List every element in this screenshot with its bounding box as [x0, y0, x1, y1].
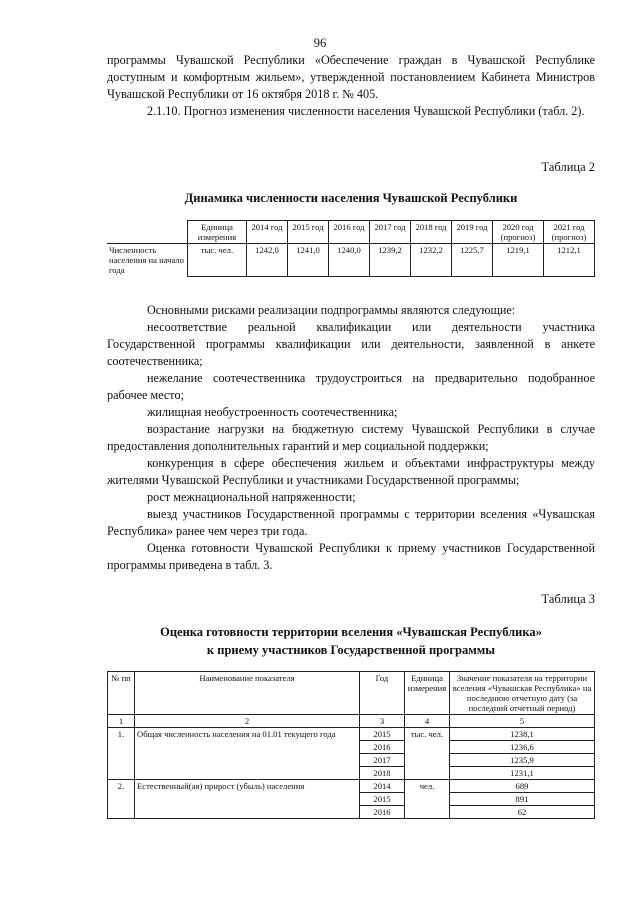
risk-item: выезд участников Государственной программы с территории вселения «Чувашская Республика» ранее чем через три года. — [107, 507, 595, 538]
intro-paragraph-1: программы Чувашской Республики «Обеспечение граждан в Чувашской Республике доступным и комфортным жильем», утвержденной постановлением Кабинета Министров Чувашской Республики от 16 октября 2018 г. № 405. — [107, 53, 595, 101]
population-dynamics-table — [107, 220, 595, 277]
intro-paragraph-2: 2.1.10. Прогноз изменения численности населения Чувашской Республики (табл. 2). — [147, 104, 585, 118]
row-year: 2015 — [360, 728, 405, 741]
table3-caption-line1: Оценка готовности территории вселения «Чувашская Республика» — [160, 625, 542, 639]
table2-header-row — [107, 221, 595, 244]
row-value: 1231,1 — [450, 767, 595, 780]
row-unit: чел. — [405, 780, 450, 819]
table2-label: Таблица 2 — [541, 160, 595, 174]
row-value: 1235,9 — [450, 754, 595, 767]
table3-header-year: Год — [360, 672, 405, 715]
row-value: 891 — [450, 793, 595, 806]
row-value: 1236,6 — [450, 741, 595, 754]
table2-header-blank — [107, 221, 188, 244]
table2-header-year: 2020 год (прогноз) — [493, 221, 544, 244]
table-row — [108, 728, 595, 741]
table2-row-label: Численность населения на начало года — [107, 244, 188, 277]
table2-value: 1241,0 — [288, 244, 329, 277]
table3-header-name: Наименование показателя — [135, 672, 360, 715]
row-value: 62 — [450, 806, 595, 819]
row-year: 2016 — [360, 806, 405, 819]
readiness-assessment-table — [107, 671, 595, 819]
table3-header-unit: Единица измерения — [405, 672, 450, 715]
table2-caption: Динамика численности населения Чувашской Республики — [184, 191, 518, 205]
table2-value: 1225,7 — [452, 244, 493, 277]
intro-section — [107, 52, 595, 120]
table2-value: 1240,0 — [329, 244, 370, 277]
table2-value: 1232,2 — [411, 244, 452, 277]
table3-header-num: № пп — [108, 672, 135, 715]
row-number: 2. — [108, 780, 135, 819]
table3-caption-line2: к приему участников Государственной программы — [206, 643, 496, 657]
table2-header-year: 2018 год — [411, 221, 452, 244]
column-number: 2 — [135, 715, 360, 728]
row-year: 2015 — [360, 793, 405, 806]
indicator-name: Естественный(ая) прирост (убыль) населения — [135, 780, 360, 819]
table2-header-year: 2019 год — [452, 221, 493, 244]
row-year: 2014 — [360, 780, 405, 793]
row-year: 2016 — [360, 741, 405, 754]
table2-header-unit: Единица измерения — [188, 221, 247, 244]
table3-caption — [107, 623, 595, 659]
table2-row-unit: тыс. чел. — [188, 244, 247, 277]
table3-header-row — [108, 672, 595, 715]
table-row — [108, 780, 595, 793]
column-number: 1 — [108, 715, 135, 728]
table2-data-row — [107, 244, 595, 277]
table2-value: 1219,1 — [493, 244, 544, 277]
risk-item: конкуренция в сфере обеспечения жильем и объектами инфраструктуры между жителями Чувашской Республики и участниками Государственной программы; — [107, 456, 595, 487]
table2-header-year: 2014 год — [247, 221, 288, 244]
column-number: 4 — [405, 715, 450, 728]
table2-value: 1239,2 — [370, 244, 411, 277]
table3-label: Таблица 3 — [541, 592, 595, 606]
indicator-name: Общая численность населения на 01.01 текущего года — [135, 728, 360, 780]
row-value: 1238,1 — [450, 728, 595, 741]
risks-intro: Основными рисками реализации подпрограммы являются следующие: — [147, 303, 516, 317]
page-number: 96 — [313, 36, 327, 50]
table2-value: 1242,0 — [247, 244, 288, 277]
risks-section — [107, 302, 595, 574]
risk-item: жилищная необустроенность соотечественника; — [147, 405, 398, 419]
row-number: 1. — [108, 728, 135, 780]
table2-header-year: 2021 год (прогноз) — [544, 221, 595, 244]
row-value: 689 — [450, 780, 595, 793]
risks-closing: Оценка готовности Чувашской Республики к приему участников Государственной программы приведена в табл. 3. — [107, 541, 595, 572]
table2-value: 1212,1 — [544, 244, 595, 277]
table3-header-value: Значение показателя на территории вселения «Чувашская Республика» на последнюю отчетную дату (за последний отчетный период) — [450, 672, 595, 715]
table2-header-year: 2016 год — [329, 221, 370, 244]
table2-header-year: 2015 год — [288, 221, 329, 244]
row-year: 2017 — [360, 754, 405, 767]
risk-item: возрастание нагрузки на бюджетную систему Чувашской Республики в случае предоставления дополнительных гарантий и мер социальной поддержки; — [107, 422, 595, 453]
column-number: 5 — [450, 715, 595, 728]
risk-item: нежелание соотечественника трудоустроиться на предварительно подобранное рабочее место; — [107, 371, 595, 402]
row-unit: тыс. чел. — [405, 728, 450, 780]
column-number: 3 — [360, 715, 405, 728]
risk-item: несоответствие реальной квалификации или деятельности участника Государственной программы квалификации или деятельности, заявленной в анкете соотечественника; — [107, 320, 595, 368]
table3-column-numbers — [108, 715, 595, 728]
table2-header-year: 2017 год — [370, 221, 411, 244]
row-year: 2018 — [360, 767, 405, 780]
risk-item: рост межнациональной напряженности; — [147, 490, 356, 504]
